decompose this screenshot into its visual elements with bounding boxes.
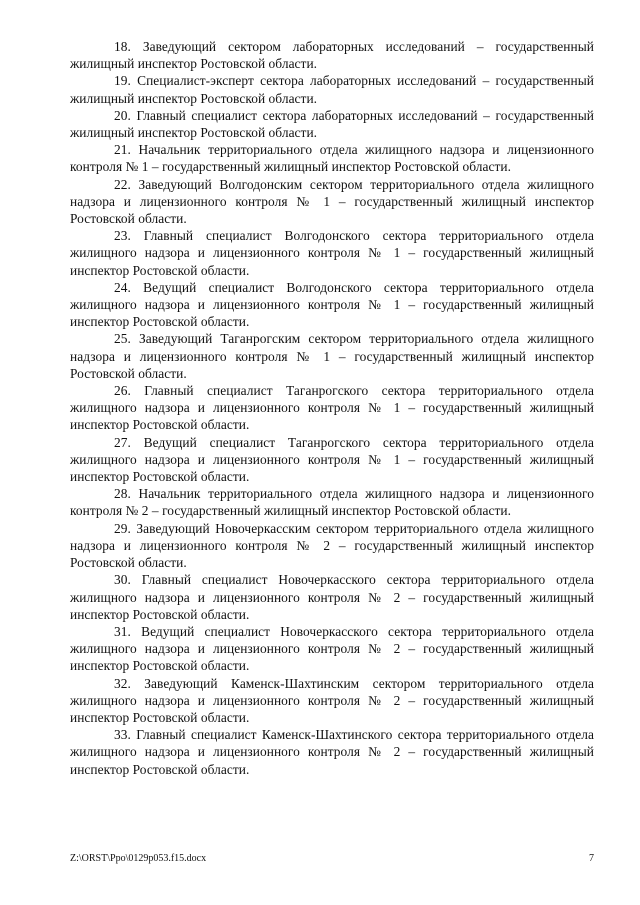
list-item: 33. Главный специалист Каменск-Шахтинского сектора территориального отдела жилищного надзора и лицензионного контроля № 2 – государственный жилищный инспектор Ростовской области. — [70, 727, 594, 777]
list-item: 32. Заведующий Каменск-Шахтинским сектором территориального отдела жилищного надзора и лицензионного контроля № 2 – государственный жилищный инспектор Ростовской области. — [70, 675, 594, 725]
document-body — [70, 38, 594, 778]
list-item: 20. Главный специалист сектора лабораторных исследований – государственный жилищный инспектор Ростовской области. — [70, 107, 594, 141]
list-item: 24. Ведущий специалист Волгодонского сектора территориального отдела жилищного надзора и лицензионного контроля № 1 – государственный жилищный инспектор Ростовской области. — [70, 279, 594, 330]
list-item: 23. Главный специалист Волгодонского сектора территориального отдела жилищного надзора и лицензионного контроля № 1 – государственный жилищный инспектор Ростовской области. — [70, 228, 594, 278]
list-item: 26. Главный специалист Таганрогского сектора территориального отдела жилищного надзора и лицензионного контроля № 1 – государственный жилищный инспектор Ростовской области. — [70, 383, 594, 433]
list-item: 21. Начальник территориального отдела жилищного надзора и лицензионного контроля № 1 – государственный жилищный инспектор Ростовской области. — [70, 142, 594, 175]
list-item: 30. Главный специалист Новочеркасского сектора территориального отдела жилищного надзора и лицензионного контроля № 2 – государственный жилищный инспектор Ростовской области. — [70, 572, 594, 622]
list-item: 25. Заведующий Таганрогским сектором территориального отдела жилищного надзора и лицензионного контроля № 1 – государственный жилищный инспектор Ростовской области. — [70, 331, 594, 381]
file-path: Z:\ORST\Ppo\0129p053.f15.docx — [70, 853, 207, 864]
list-item: 29. Заведующий Новочеркасским сектором территориального отдела жилищного надзора и лицензионного контроля № 2 – государственный жилищный инспектор Ростовской области. — [70, 520, 594, 571]
list-item: 22. Заведующий Волгодонским сектором территориального отдела жилищного надзора и лицензионного контроля № 1 – государственный жилищный инспектор Ростовской области. — [70, 176, 594, 227]
list-item: 31. Ведущий специалист Новочеркасского сектора территориального отдела жилищного надзора и лицензионного контроля № 2 – государственный жилищный инспектор Ростовской области. — [70, 623, 594, 674]
list-item: 28. Начальник территориального отдела жилищного надзора и лицензионного контроля № 2 – государственный жилищный инспектор Ростовской области. — [70, 486, 594, 519]
list-item: 19. Специалист-эксперт сектора лабораторных исследований – государственный жилищный инспектор Ростовской области. — [70, 73, 594, 106]
page-footer — [70, 853, 594, 867]
list-item: 18. Заведующий сектором лабораторных исследований – государственный жилищный инспектор Ростовской области. — [70, 39, 594, 72]
list-item: 27. Ведущий специалист Таганрогского сектора территориального отдела жилищного надзора и лицензионного контроля № 1 – государственный жилищный инспектор Ростовской области. — [70, 434, 594, 485]
page-number: 7 — [589, 853, 594, 864]
